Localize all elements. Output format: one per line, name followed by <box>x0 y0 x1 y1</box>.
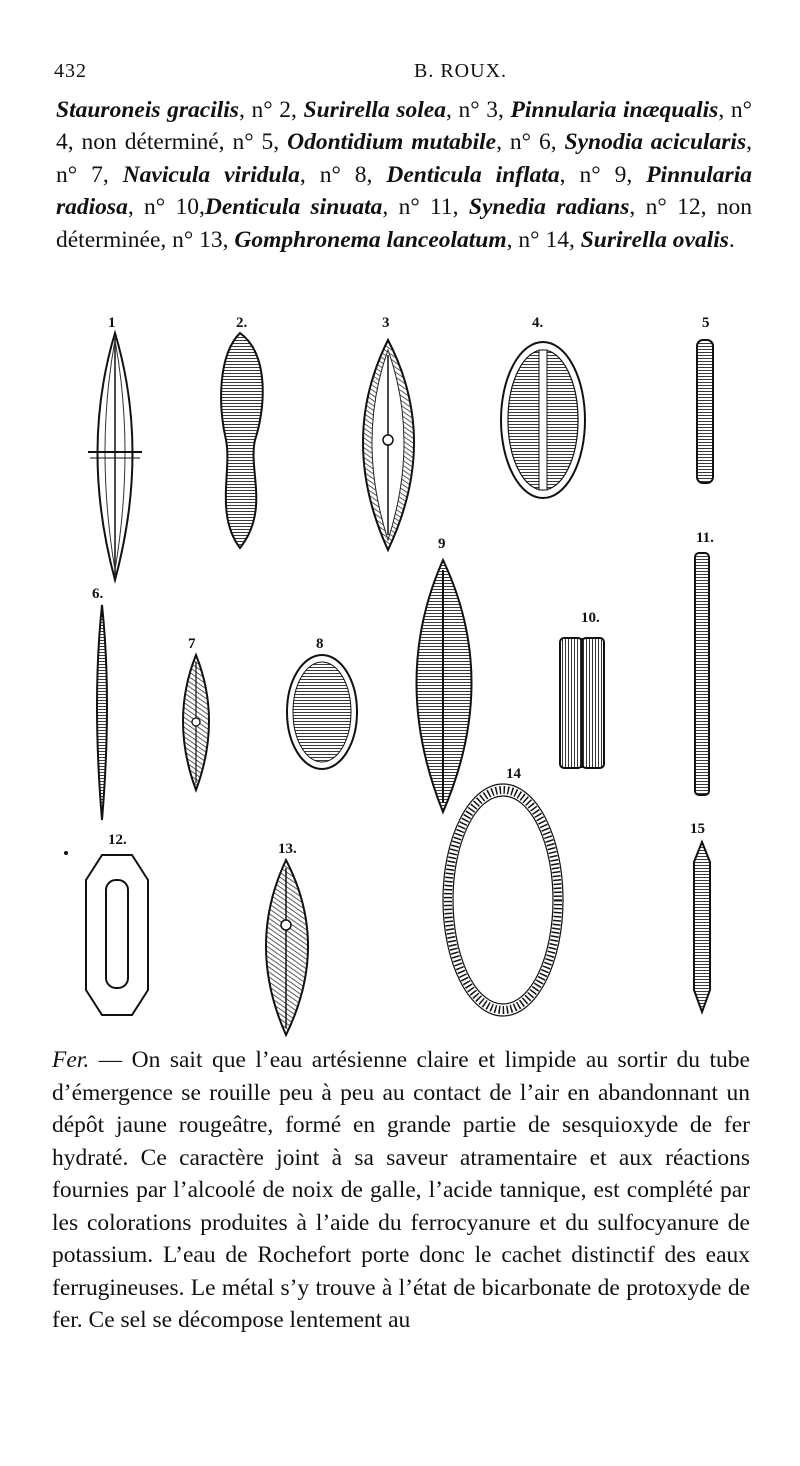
caption-number: , n° 3, <box>445 97 511 123</box>
caption-number: , n° 12, non déterminée, n° 13, <box>56 194 753 253</box>
diatom-figure-6 <box>97 605 107 820</box>
fig-label-9: 9 <box>438 536 446 552</box>
fig-label-15: 15 <box>690 821 705 837</box>
fig-label-14: 14 <box>506 766 521 782</box>
caption-number: . <box>728 226 735 253</box>
species-name: Surirella solea <box>303 97 446 123</box>
diatom-figure-9 <box>417 560 472 812</box>
caption-number: , n° 10, <box>127 194 205 221</box>
caption-number: , n° 2, <box>238 97 304 123</box>
species-name: Synodia acicularis <box>564 129 747 156</box>
diatom-figure-10 <box>560 638 604 768</box>
diatom-figure-2 <box>221 333 263 548</box>
diatom-figure-12 <box>86 855 148 1015</box>
species-name: Pinnularia radiosa <box>56 161 752 221</box>
caption-number: , n° 14, <box>506 226 581 253</box>
diatom-figure-1 <box>88 333 142 580</box>
diatom-figure-15 <box>694 842 710 1012</box>
diatom-figure-11 <box>695 553 709 795</box>
body-paragraph <box>52 1044 750 1337</box>
fig-label-8: 8 <box>316 636 324 652</box>
paragraph-lead: Fer. <box>52 1047 90 1073</box>
caption-number: , n° 6, <box>496 129 565 156</box>
species-name: Pinnularia inæqualis <box>510 97 719 123</box>
diatom-figure-3 <box>363 340 414 550</box>
fig-label-6: 6. <box>92 586 104 602</box>
caption-number: , n° 11, <box>382 194 469 221</box>
caption-number: , n° 7, <box>56 129 752 188</box>
fig-label-12: 12. <box>108 832 127 848</box>
diatom-figure-5 <box>697 340 713 483</box>
fig-label-3: 3 <box>382 315 390 331</box>
plate-caption <box>56 94 752 256</box>
diatom-figure-7 <box>183 655 209 790</box>
species-name: Surirella ovalis <box>580 226 729 253</box>
caption-number: , n° 4, non déterminé, n° 5, <box>56 97 752 156</box>
running-head: B. ROUX. <box>414 60 508 82</box>
species-name: Stauroneis gracilis <box>56 97 239 123</box>
fig-label-10: 10. <box>581 610 600 626</box>
fig-label-1: 1 <box>108 315 116 331</box>
fig-label-13: 13. <box>278 841 297 857</box>
page-number: 432 <box>54 60 87 82</box>
diatom-figure-4 <box>501 342 585 498</box>
diatom-figure-13 <box>266 860 308 1035</box>
caption-number: , n° 8, <box>299 161 387 188</box>
species-name: Synedia radians <box>468 194 630 221</box>
species-name: Gomphronema lanceolatum <box>234 226 507 253</box>
fig-label-4: 4. <box>532 315 544 331</box>
species-name: Denticula inflata <box>386 161 560 188</box>
fig-label-2: 2. <box>236 315 248 331</box>
fig-label-11: 11. <box>696 530 714 546</box>
species-name: Denticula sinuata <box>204 194 383 221</box>
fig-label-5: 5 <box>702 315 710 331</box>
diatom-figure-14 <box>443 784 563 1016</box>
species-name: Navicula viridula <box>122 161 300 188</box>
page-header <box>54 56 754 86</box>
fig-label-7: 7 <box>188 636 196 652</box>
species-name: Odontidium mutabile <box>287 129 497 156</box>
diatom-figure-8 <box>287 655 357 769</box>
caption-number: , n° 9, <box>559 161 647 188</box>
paragraph-text: — On sait que l’eau artésienne claire et limpide au sortir du tube d’émergence se rouille peu à peu au contact de l’air en abandonnant un dépôt jaune rougeâtre, formé en grande partie de sesquioxyde de fer hydraté. Ce caractère joint à sa saveur atramentaire et aux réactions fournies par l’alcoolé de noix de galle, l’acide tannique, est complété par les colorations produites à l’aide du ferrocyanure et du sulfocyanure de potassium. L’eau de Rochefort porte donc le cachet distinctif des eaux ferrugineuses. Le métal s’y trouve à l’état de bicarbonate de protoxyde de fer. Ce sel se décompose lentement au <box>52 1047 750 1333</box>
